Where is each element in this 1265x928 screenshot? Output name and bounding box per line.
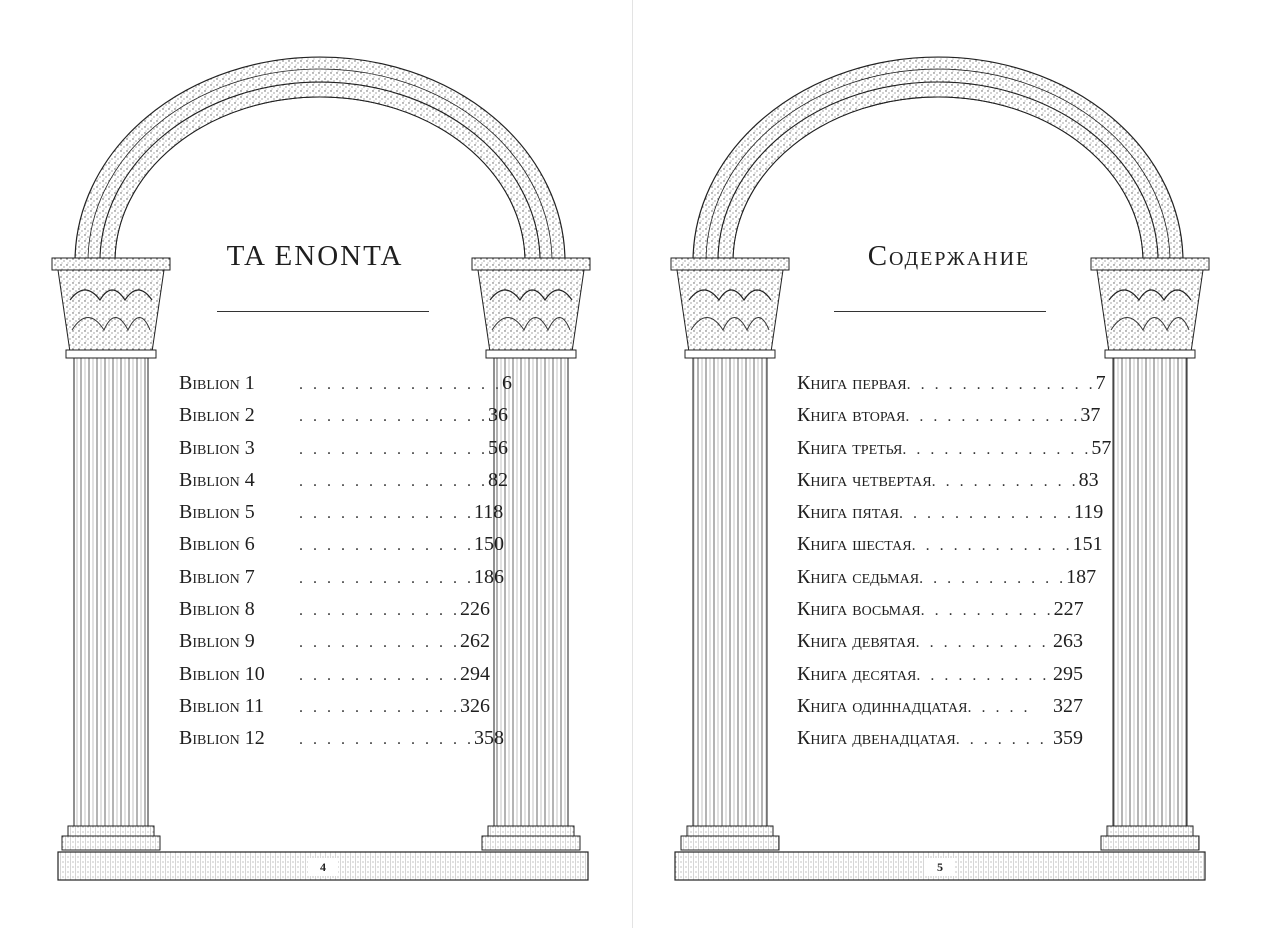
- toc-label: Biblion 6: [179, 533, 255, 556]
- toc-label: Biblion 9: [179, 630, 255, 653]
- toc-label: Книга третья: [797, 436, 903, 459]
- toc-page: 326: [460, 694, 490, 717]
- toc-leader: . . . . . . . . . . . . .: [299, 505, 474, 523]
- toc-label: Книга пятая: [797, 501, 899, 524]
- toc-entry[interactable]: [797, 372, 1106, 404]
- left-column: [671, 258, 789, 850]
- toc-leader: . . . . . . . . . . . . .: [905, 408, 1081, 426]
- right-page: [633, 0, 1265, 928]
- toc-page: 57: [1091, 436, 1112, 459]
- toc-label: Biblion 1: [179, 372, 255, 394]
- toc-page: 295: [1053, 662, 1083, 685]
- toc-label: Biblion 4: [179, 468, 255, 491]
- toc-entry[interactable]: [797, 630, 1083, 662]
- toc-leader: . . . . . . . . . .: [916, 666, 1050, 684]
- toc-leader: . . . . . . . . . . . . .: [299, 731, 474, 749]
- title-rule: [217, 311, 429, 312]
- toc-list: [797, 372, 1112, 760]
- toc-entry[interactable]: [797, 565, 1097, 598]
- toc-entry[interactable]: [797, 727, 1083, 759]
- page-title: Содержание: [867, 240, 1031, 272]
- toc-page: 36: [488, 404, 508, 427]
- toc-entry[interactable]: [179, 468, 508, 501]
- toc-page: 186: [474, 565, 504, 588]
- toc-entry[interactable]: [179, 565, 504, 598]
- toc-page: 37: [1080, 404, 1101, 427]
- toc-page: 82: [488, 468, 508, 491]
- toc-leader: . . . . . . . . . . . . .: [299, 569, 474, 587]
- toc-label: Книга седьмая: [797, 565, 920, 588]
- toc-leader: . . . . . . . . . . . .: [911, 537, 1073, 555]
- title-rule: [834, 311, 1046, 312]
- toc-entry[interactable]: [179, 727, 504, 759]
- toc-leader: . . . . . . . . . . . .: [299, 666, 460, 684]
- toc-label: Книга двенадцатая: [797, 727, 956, 750]
- page-title: TA ENONTA: [226, 240, 404, 272]
- toc-label: Biblion 10: [179, 662, 265, 685]
- toc-page: 262: [460, 630, 490, 653]
- toc-leader: . . . . . . . . . . . . . .: [906, 376, 1096, 393]
- toc-page: 83: [1078, 468, 1099, 491]
- toc-page: 263: [1053, 630, 1083, 653]
- toc-label: Книга десятая: [797, 662, 917, 685]
- toc-page: 6: [502, 372, 512, 394]
- toc-entry[interactable]: [797, 663, 1083, 695]
- page-number: 4: [320, 860, 326, 874]
- toc-page: 187: [1066, 565, 1097, 588]
- toc-list: [179, 372, 512, 760]
- toc-entry[interactable]: [179, 372, 512, 404]
- toc-leader: . . . . . . . . . . . . .: [899, 505, 1074, 523]
- toc-page: 227: [1053, 598, 1084, 621]
- toc-leader: . . . . . . . . . . . .: [299, 698, 460, 716]
- toc-leader: . . . . . . . . . . .: [931, 472, 1079, 490]
- toc-label: Книга шестая: [797, 533, 912, 556]
- toc-label: Biblion 11: [179, 694, 265, 717]
- left-column: [52, 258, 170, 850]
- toc-entry[interactable]: [179, 630, 490, 662]
- toc-leader: . . . . . . . . . . . . . . .: [299, 376, 502, 393]
- right-column: [1091, 258, 1209, 850]
- toc-entry[interactable]: [797, 468, 1099, 501]
- toc-label: Biblion 7: [179, 565, 255, 588]
- toc-label: Книга девятая: [797, 630, 916, 653]
- toc-leader: . . . . . . . . . . . . . .: [299, 408, 488, 426]
- toc-leader: . . . . . . . . . . . . . .: [299, 440, 488, 458]
- toc-label: Biblion 12: [179, 727, 265, 750]
- toc-leader: . . . . . . . . . . . .: [299, 634, 460, 652]
- toc-page: 359: [1053, 727, 1083, 750]
- toc-entry[interactable]: [797, 436, 1112, 469]
- toc-leader: . . . . . . .: [955, 731, 1047, 749]
- toc-leader: . . . . . . . . . .: [915, 634, 1049, 652]
- toc-label: Книга вторая: [797, 404, 906, 427]
- toc-page: 56: [488, 436, 508, 459]
- toc-leader: . . . . . . . . . . . . . .: [902, 440, 1092, 458]
- toc-page: 118: [474, 501, 504, 524]
- toc-page: 226: [460, 598, 490, 621]
- toc-label: Biblion 8: [179, 598, 255, 621]
- toc-label: Книга одиннадцатая: [797, 694, 968, 717]
- toc-entry[interactable]: [797, 533, 1103, 565]
- toc-leader: . . . . . . . . . . . .: [299, 602, 460, 620]
- toc-entry[interactable]: [797, 501, 1104, 533]
- toc-label: Книга первая: [797, 372, 907, 394]
- toc-label: Книга восьмая: [797, 598, 921, 621]
- toc-entry[interactable]: [179, 694, 490, 727]
- toc-page: 151: [1072, 533, 1103, 556]
- toc-page: 358: [474, 727, 504, 750]
- toc-entry[interactable]: [797, 598, 1083, 630]
- toc-page: 150: [474, 533, 504, 556]
- page-number: 5: [937, 860, 943, 874]
- left-page: [0, 0, 632, 928]
- toc-label: Biblion 2: [179, 404, 255, 427]
- toc-entry[interactable]: [179, 404, 508, 436]
- toc-label: Книга четвертая: [797, 468, 932, 491]
- toc-page: 294: [460, 662, 490, 685]
- toc-entry[interactable]: [179, 662, 490, 695]
- toc-leader: . . . . .: [967, 698, 1031, 716]
- toc-entry[interactable]: [179, 501, 504, 533]
- toc-entry[interactable]: [797, 695, 1083, 727]
- toc-label: Biblion 5: [179, 501, 255, 524]
- toc-leader: . . . . . . . . . . .: [919, 569, 1067, 587]
- toc-entry[interactable]: [179, 598, 490, 630]
- toc-leader: . . . . . . . . . . . . . .: [299, 472, 488, 490]
- toc-entry[interactable]: [179, 533, 504, 565]
- toc-page: 119: [1074, 501, 1104, 524]
- toc-label: Biblion 3: [179, 436, 255, 459]
- toc-entry[interactable]: [179, 436, 508, 469]
- toc-leader: . . . . . . . . . .: [920, 602, 1054, 620]
- toc-entry[interactable]: [797, 404, 1101, 436]
- toc-page: 327: [1053, 694, 1083, 717]
- toc-page: 7: [1095, 372, 1106, 394]
- toc-leader: . . . . . . . . . . . . .: [299, 537, 474, 555]
